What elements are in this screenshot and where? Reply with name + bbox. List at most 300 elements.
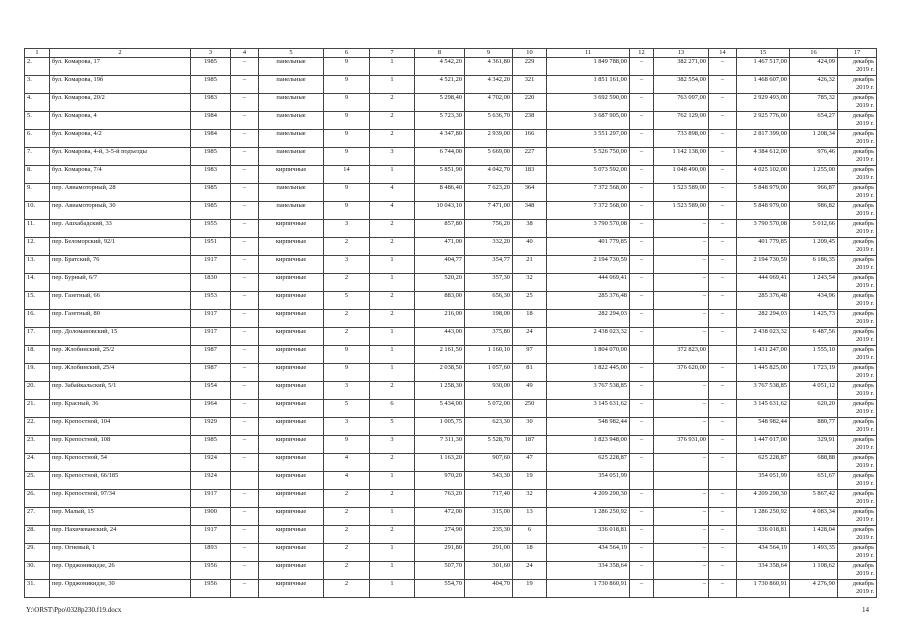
- cell-owner-cost: –: [709, 562, 737, 580]
- header-cell-17: 17: [838, 49, 877, 58]
- cell-owner-cost: –: [709, 328, 737, 346]
- cell-address: бул. Комарова, 7/4: [50, 166, 191, 184]
- cell-other-cost: 1 445 825,00: [737, 364, 790, 382]
- cell-budget-cost: –: [654, 508, 709, 526]
- header-cell-9: 9: [465, 49, 513, 58]
- cell-other-cost: 2 194 730,59: [737, 256, 790, 274]
- cell-address: бул. Комарова, 4-й, 3-5-й подъезды: [50, 148, 191, 166]
- cell-entrances: 3: [370, 436, 415, 454]
- cell-wall-material: кирпичные: [259, 292, 324, 310]
- cell-address: пер. Нахичеванский, 24: [50, 526, 191, 544]
- table-row: [25, 472, 877, 490]
- cell-year-built: 1964: [191, 400, 231, 418]
- cell-fund-cost: –: [630, 544, 654, 562]
- cell-residents: 32: [513, 274, 547, 292]
- cell-year-built: 1893: [191, 544, 231, 562]
- cell-budget-cost: 733 898,00: [654, 130, 709, 148]
- table-row: [25, 256, 877, 274]
- cell-address: пер. Авиамоторный, 30: [50, 202, 191, 220]
- cell-fund-cost: –: [630, 292, 654, 310]
- cell-total-area: 7 311,30: [415, 436, 465, 454]
- cell-cost-per-sqm: 1 723,19: [790, 364, 838, 382]
- cell-address: пер. Крепостной, 97/34: [50, 490, 191, 508]
- cell-residents: 49: [513, 382, 547, 400]
- cell-cost-per-sqm: 424,09: [790, 58, 838, 76]
- table-row: [25, 436, 877, 454]
- cell-entrances: 2: [370, 112, 415, 130]
- cell-floors: 2: [324, 490, 370, 508]
- cell-address: пер. Жлобинский, 25/2: [50, 346, 191, 364]
- table-row: [25, 382, 877, 400]
- cell-wall-material: кирпичные: [259, 238, 324, 256]
- cell-cost-per-sqm: 651,67: [790, 472, 838, 490]
- cell-owner-cost: –: [709, 274, 737, 292]
- cell-other-cost: 1 468 607,00: [737, 76, 790, 94]
- cell-wall-material: кирпичные: [259, 274, 324, 292]
- cell-total-area: 8 486,40: [415, 184, 465, 202]
- cell-row-number: 26.: [25, 490, 50, 508]
- cell-budget-cost: –: [654, 382, 709, 400]
- cell-owner-cost: –: [709, 400, 737, 418]
- cell-year-built: 1985: [191, 148, 231, 166]
- cell-entrances: 1: [370, 472, 415, 490]
- cell-completion-date: декабрь 2019 г.: [838, 130, 877, 148]
- page-number: 14: [862, 606, 869, 614]
- cell-floors: 14: [324, 166, 370, 184]
- cell-entrances: 1: [370, 58, 415, 76]
- cell-residents: 32: [513, 490, 547, 508]
- cell-wall-material: кирпичные: [259, 328, 324, 346]
- cell-budget-cost: 382 554,00: [654, 76, 709, 94]
- cell-floors: 3: [324, 220, 370, 238]
- cell-completion-date: декабрь 2019 г.: [838, 328, 877, 346]
- cell-other-cost: 334 358,64: [737, 562, 790, 580]
- cell-floors: 2: [324, 544, 370, 562]
- header-cell-16: 16: [790, 49, 838, 58]
- cell-address: пер. Бурный, 6/7: [50, 274, 191, 292]
- cell-living-area: 4 361,80: [465, 58, 513, 76]
- cell-living-area: 301,60: [465, 562, 513, 580]
- header-cell-6: 6: [324, 49, 370, 58]
- cell-total-area: 554,70: [415, 580, 465, 598]
- cell-cost-per-sqm: 986,82: [790, 202, 838, 220]
- cell-cost-per-sqm: 1 243,54: [790, 274, 838, 292]
- cell-living-area: 5 528,70: [465, 436, 513, 454]
- cell-living-area: 7 471,00: [465, 202, 513, 220]
- cell-living-area: 235,30: [465, 526, 513, 544]
- cell-total-area: 1 005,75: [415, 418, 465, 436]
- cell-row-number: 20.: [25, 382, 50, 400]
- cell-cost-per-sqm: 1 209,45: [790, 238, 838, 256]
- cell-cost-per-sqm: 1 208,34: [790, 130, 838, 148]
- cell-owner-cost: –: [709, 238, 737, 256]
- cell-residents: 25: [513, 292, 547, 310]
- cell-residents: 19: [513, 472, 547, 490]
- cell-wall-material: кирпичные: [259, 256, 324, 274]
- table-body: [25, 58, 877, 598]
- cell-total-cost: 548 982,44: [547, 418, 630, 436]
- cell-total-cost: 7 372 568,00: [547, 184, 630, 202]
- cell-row-number: 23.: [25, 436, 50, 454]
- cell-total-area: 472,00: [415, 508, 465, 526]
- cell-entrances: 5: [370, 418, 415, 436]
- cell-total-area: 5 851,90: [415, 166, 465, 184]
- cell-completion-date: декабрь 2019 г.: [838, 202, 877, 220]
- cell-entrances: 2: [370, 526, 415, 544]
- table-row: [25, 202, 877, 220]
- cell-address: пер. Газетный, 80: [50, 310, 191, 328]
- footer-file-path: Y:\ORST\Ppo\0328p230.f19.docx: [26, 606, 122, 614]
- cell-year-built: 1984: [191, 130, 231, 148]
- cell-total-area: 10 043,10: [415, 202, 465, 220]
- cell-living-area: 354,77: [465, 256, 513, 274]
- cell-completion-date: декабрь 2019 г.: [838, 274, 877, 292]
- cell-budget-cost: 763 097,00: [654, 94, 709, 112]
- table-row: [25, 508, 877, 526]
- cell-total-area: 1 163,20: [415, 454, 465, 472]
- cell-owner-cost: –: [709, 364, 737, 382]
- cell-year-overhaul: –: [231, 454, 259, 472]
- cell-floors: 9: [324, 436, 370, 454]
- cell-cost-per-sqm: 654,27: [790, 112, 838, 130]
- cell-other-cost: 2 817 399,00: [737, 130, 790, 148]
- cell-budget-cost: –: [654, 490, 709, 508]
- data-table: [24, 48, 877, 598]
- cell-floors: 2: [324, 238, 370, 256]
- cell-completion-date: декабрь 2019 г.: [838, 112, 877, 130]
- cell-row-number: 22.: [25, 418, 50, 436]
- cell-living-area: 2 939,00: [465, 130, 513, 148]
- cell-owner-cost: –: [709, 148, 737, 166]
- cell-year-overhaul: –: [231, 382, 259, 400]
- cell-residents: 166: [513, 130, 547, 148]
- header-cell-4: 4: [231, 49, 259, 58]
- cell-row-number: 21.: [25, 400, 50, 418]
- cell-address: пер. Орджоникидзе, 26: [50, 562, 191, 580]
- cell-total-cost: 1 823 948,00: [547, 436, 630, 454]
- cell-owner-cost: –: [709, 76, 737, 94]
- table-row: [25, 130, 877, 148]
- cell-row-number: 18.: [25, 346, 50, 364]
- cell-residents: 81: [513, 364, 547, 382]
- cell-entrances: 1: [370, 166, 415, 184]
- cell-budget-cost: 1 523 589,00: [654, 184, 709, 202]
- cell-year-overhaul: –: [231, 274, 259, 292]
- cell-budget-cost: 372 823,00: [654, 346, 709, 364]
- cell-budget-cost: 1 523 589,00: [654, 202, 709, 220]
- cell-completion-date: декабрь 2019 г.: [838, 544, 877, 562]
- cell-residents: 18: [513, 544, 547, 562]
- cell-budget-cost: –: [654, 454, 709, 472]
- cell-wall-material: кирпичные: [259, 508, 324, 526]
- cell-year-built: 1951: [191, 238, 231, 256]
- cell-total-area: 507,70: [415, 562, 465, 580]
- cell-cost-per-sqm: 966,87: [790, 184, 838, 202]
- header-cell-8: 8: [415, 49, 465, 58]
- cell-year-overhaul: –: [231, 238, 259, 256]
- cell-wall-material: кирпичные: [259, 472, 324, 490]
- table-row: [25, 292, 877, 310]
- cell-entrances: 2: [370, 454, 415, 472]
- cell-floors: 3: [324, 256, 370, 274]
- cell-owner-cost: –: [709, 310, 737, 328]
- cell-completion-date: декабрь 2019 г.: [838, 166, 877, 184]
- cell-owner-cost: –: [709, 94, 737, 112]
- cell-wall-material: кирпичные: [259, 310, 324, 328]
- cell-living-area: 7 623,20: [465, 184, 513, 202]
- cell-cost-per-sqm: 620,20: [790, 400, 838, 418]
- cell-total-cost: 334 358,64: [547, 562, 630, 580]
- cell-other-cost: 625 228,87: [737, 454, 790, 472]
- cell-entrances: 1: [370, 256, 415, 274]
- cell-address: пер. Братский, 76: [50, 256, 191, 274]
- cell-fund-cost: –: [630, 94, 654, 112]
- cell-cost-per-sqm: 1 555,10: [790, 346, 838, 364]
- cell-fund-cost: –: [630, 508, 654, 526]
- cell-total-area: 4 521,20: [415, 76, 465, 94]
- cell-completion-date: декабрь 2019 г.: [838, 310, 877, 328]
- cell-residents: 250: [513, 400, 547, 418]
- cell-wall-material: панельные: [259, 184, 324, 202]
- cell-completion-date: декабрь 2019 г.: [838, 472, 877, 490]
- cell-year-built: 1983: [191, 94, 231, 112]
- cell-living-area: 404,70: [465, 580, 513, 598]
- cell-fund-cost: –: [630, 58, 654, 76]
- cell-total-cost: 3 145 631,62: [547, 400, 630, 418]
- cell-total-cost: 1 851 161,00: [547, 76, 630, 94]
- cell-floors: 2: [324, 508, 370, 526]
- cell-year-overhaul: –: [231, 94, 259, 112]
- cell-wall-material: панельные: [259, 202, 324, 220]
- cell-year-overhaul: –: [231, 292, 259, 310]
- cell-cost-per-sqm: 5 012,66: [790, 220, 838, 238]
- cell-entrances: 2: [370, 220, 415, 238]
- cell-row-number: 28.: [25, 526, 50, 544]
- cell-fund-cost: –: [630, 256, 654, 274]
- cell-total-cost: 2 438 023,32: [547, 328, 630, 346]
- cell-address: бул. Комарова, 4: [50, 112, 191, 130]
- header-cell-14: 14: [709, 49, 737, 58]
- cell-year-overhaul: –: [231, 166, 259, 184]
- cell-row-number: 16.: [25, 310, 50, 328]
- cell-living-area: 756,20: [465, 220, 513, 238]
- cell-address: бул. Комарова, 4/2: [50, 130, 191, 148]
- cell-living-area: 4 342,20: [465, 76, 513, 94]
- cell-fund-cost: –: [630, 580, 654, 598]
- cell-fund-cost: –: [630, 382, 654, 400]
- cell-owner-cost: –: [709, 382, 737, 400]
- cell-total-area: 4 542,20: [415, 58, 465, 76]
- cell-fund-cost: –: [630, 364, 654, 382]
- cell-residents: 97: [513, 346, 547, 364]
- cell-budget-cost: 382 271,00: [654, 58, 709, 76]
- cell-budget-cost: –: [654, 310, 709, 328]
- cell-cost-per-sqm: 1 425,73: [790, 310, 838, 328]
- cell-owner-cost: –: [709, 220, 737, 238]
- cell-cost-per-sqm: 880,77: [790, 418, 838, 436]
- table-row: [25, 562, 877, 580]
- cell-wall-material: кирпичные: [259, 346, 324, 364]
- cell-entrances: 1: [370, 274, 415, 292]
- cell-address: пер. Газетный, 66: [50, 292, 191, 310]
- cell-residents: 38: [513, 220, 547, 238]
- cell-address: бул. Комарова, 20/2: [50, 94, 191, 112]
- cell-wall-material: кирпичные: [259, 382, 324, 400]
- cell-cost-per-sqm: 5 867,42: [790, 490, 838, 508]
- cell-completion-date: декабрь 2019 г.: [838, 148, 877, 166]
- cell-year-built: 1917: [191, 256, 231, 274]
- cell-budget-cost: –: [654, 256, 709, 274]
- cell-completion-date: декабрь 2019 г.: [838, 580, 877, 598]
- cell-total-area: 883,00: [415, 292, 465, 310]
- cell-budget-cost: 1 048 490,00: [654, 166, 709, 184]
- cell-total-area: 274,90: [415, 526, 465, 544]
- cell-year-overhaul: –: [231, 310, 259, 328]
- cell-other-cost: 2 925 776,00: [737, 112, 790, 130]
- cell-owner-cost: –: [709, 544, 737, 562]
- cell-residents: 321: [513, 76, 547, 94]
- cell-owner-cost: –: [709, 418, 737, 436]
- cell-budget-cost: –: [654, 526, 709, 544]
- cell-residents: 183: [513, 166, 547, 184]
- cell-year-overhaul: –: [231, 130, 259, 148]
- cell-floors: 9: [324, 148, 370, 166]
- cell-address: пер. Доломановский, 15: [50, 328, 191, 346]
- cell-owner-cost: –: [709, 508, 737, 526]
- cell-row-number: 24.: [25, 454, 50, 472]
- cell-floors: 9: [324, 58, 370, 76]
- header-cell-7: 7: [370, 49, 415, 58]
- cell-row-number: 2.: [25, 58, 50, 76]
- cell-year-built: 1917: [191, 328, 231, 346]
- cell-other-cost: 1 467 517,00: [737, 58, 790, 76]
- cell-year-overhaul: –: [231, 562, 259, 580]
- cell-fund-cost: –: [630, 562, 654, 580]
- cell-owner-cost: –: [709, 166, 737, 184]
- header-cell-3: 3: [191, 49, 231, 58]
- cell-cost-per-sqm: 1 493,35: [790, 544, 838, 562]
- cell-floors: 9: [324, 130, 370, 148]
- cell-owner-cost: –: [709, 184, 737, 202]
- cell-owner-cost: –: [709, 580, 737, 598]
- header-cell-12: 12: [630, 49, 654, 58]
- cell-living-area: 375,80: [465, 328, 513, 346]
- cell-total-area: 520,20: [415, 274, 465, 292]
- cell-other-cost: 336 018,81: [737, 526, 790, 544]
- cell-total-area: 5 723,30: [415, 112, 465, 130]
- cell-total-cost: 401 779,85: [547, 238, 630, 256]
- cell-other-cost: 5 848 979,00: [737, 184, 790, 202]
- cell-total-area: 970,20: [415, 472, 465, 490]
- cell-entrances: 1: [370, 580, 415, 598]
- table-row: [25, 94, 877, 112]
- cell-wall-material: панельные: [259, 76, 324, 94]
- cell-year-built: 1955: [191, 220, 231, 238]
- cell-address: бул. Комарова, 19б: [50, 76, 191, 94]
- cell-entrances: 1: [370, 544, 415, 562]
- cell-total-cost: 3 551 297,00: [547, 130, 630, 148]
- cell-wall-material: панельные: [259, 58, 324, 76]
- cell-year-overhaul: –: [231, 220, 259, 238]
- cell-other-cost: 1 447 017,00: [737, 436, 790, 454]
- cell-other-cost: 1 730 860,91: [737, 580, 790, 598]
- cell-residents: 364: [513, 184, 547, 202]
- cell-owner-cost: –: [709, 58, 737, 76]
- cell-address: пер. Жлобинский, 25/4: [50, 364, 191, 382]
- cell-floors: 9: [324, 112, 370, 130]
- cell-completion-date: декабрь 2019 г.: [838, 526, 877, 544]
- cell-total-cost: 1 849 788,00: [547, 58, 630, 76]
- cell-year-built: 1917: [191, 490, 231, 508]
- cell-wall-material: панельные: [259, 148, 324, 166]
- table-row: [25, 220, 877, 238]
- cell-living-area: 5 636,70: [465, 112, 513, 130]
- cell-total-area: 2 038,50: [415, 364, 465, 382]
- cell-year-overhaul: –: [231, 400, 259, 418]
- cell-row-number: 14.: [25, 274, 50, 292]
- cell-other-cost: 2 438 023,32: [737, 328, 790, 346]
- cell-fund-cost: –: [630, 328, 654, 346]
- cell-cost-per-sqm: 4 083,34: [790, 508, 838, 526]
- cell-residents: 229: [513, 58, 547, 76]
- cell-total-area: 291,80: [415, 544, 465, 562]
- cell-fund-cost: –: [630, 166, 654, 184]
- cell-completion-date: декабрь 2019 г.: [838, 400, 877, 418]
- cell-entrances: 4: [370, 202, 415, 220]
- cell-budget-cost: –: [654, 274, 709, 292]
- cell-row-number: 17.: [25, 328, 50, 346]
- cell-year-built: 1985: [191, 436, 231, 454]
- cell-owner-cost: –: [709, 202, 737, 220]
- cell-owner-cost: –: [709, 112, 737, 130]
- cell-other-cost: 5 848 979,00: [737, 202, 790, 220]
- cell-floors: 2: [324, 328, 370, 346]
- cell-fund-cost: –: [630, 400, 654, 418]
- cell-owner-cost: [709, 346, 737, 364]
- cell-total-cost: 444 069,41: [547, 274, 630, 292]
- cell-wall-material: панельные: [259, 94, 324, 112]
- cell-entrances: 2: [370, 94, 415, 112]
- cell-cost-per-sqm: 426,32: [790, 76, 838, 94]
- cell-budget-cost: –: [654, 400, 709, 418]
- cell-cost-per-sqm: 1 428,04: [790, 526, 838, 544]
- cell-year-built: 1956: [191, 580, 231, 598]
- cell-other-cost: 4 384 612,00: [737, 148, 790, 166]
- cell-entrances: 2: [370, 382, 415, 400]
- cell-budget-cost: –: [654, 562, 709, 580]
- cell-other-cost: 1 431 247,00: [737, 346, 790, 364]
- cell-completion-date: декабрь 2019 г.: [838, 292, 877, 310]
- cell-total-area: 471,00: [415, 238, 465, 256]
- cell-budget-cost: –: [654, 220, 709, 238]
- cell-total-cost: 3 687 905,00: [547, 112, 630, 130]
- cell-floors: 2: [324, 526, 370, 544]
- header-cell-10: 10: [513, 49, 547, 58]
- cell-fund-cost: –: [630, 238, 654, 256]
- cell-total-area: 5 298,40: [415, 94, 465, 112]
- cell-entrances: 1: [370, 508, 415, 526]
- cell-living-area: 543,30: [465, 472, 513, 490]
- cell-row-number: 12.: [25, 238, 50, 256]
- cell-row-number: 4.: [25, 94, 50, 112]
- cell-year-built: 1956: [191, 562, 231, 580]
- cell-other-cost: 3 790 570,08: [737, 220, 790, 238]
- cell-total-area: 4 347,80: [415, 130, 465, 148]
- cell-living-area: 357,30: [465, 274, 513, 292]
- cell-fund-cost: –: [630, 130, 654, 148]
- cell-total-cost: 434 564,19: [547, 544, 630, 562]
- cell-entrances: 2: [370, 310, 415, 328]
